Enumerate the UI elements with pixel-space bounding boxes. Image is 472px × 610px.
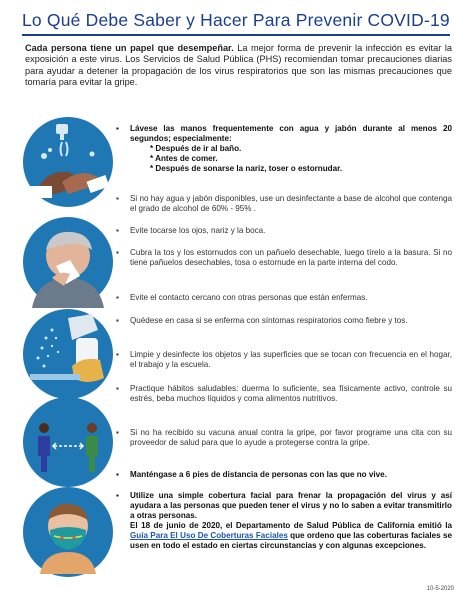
bullet-text: Evite el contacto cercano con otras personas que están enfermas.: [130, 293, 368, 302]
footer-date: 10-5-2020: [426, 586, 454, 592]
bullet-marker: ▪: [116, 293, 119, 302]
bullet-marker: ▪: [116, 316, 119, 325]
face-covering-icon: [22, 486, 114, 578]
intro-paragraph: [25, 43, 452, 88]
handwashing-icon: [22, 116, 114, 208]
list-item: [116, 384, 452, 404]
bullet-subitem: * Después de sonarse la nariz, toser o estornudar.: [150, 163, 343, 173]
bullet-text: Lávese las manos frequentemente con agua y jabón durante al menos 20 segundos; especialmente:: [130, 124, 452, 143]
social-distancing-icon: [22, 396, 114, 488]
bullet-text: Si no hay agua y jabón disponibles, use un desinfectante a base de alcohol que contenga el grado de alcohol de 60% - 95% .: [130, 194, 452, 213]
bullet-marker: ▪: [116, 226, 119, 235]
intro-body: La mejor forma de prevenir la infección es evitar la exposición a este virus. Los Servicios de Salud Pública (PHS) recomiendan tomar precauciones diarias para ayudar a detener la propagación de los virus respiratorios que son las mismas precauciones que tomaría para evitar la gripe.: [25, 43, 452, 87]
bullet-text-continued: [130, 521, 452, 551]
bullet-text: Manténgase a 6 pies de distancia de personas con las que no vive.: [130, 470, 387, 479]
bullet-text: Si no ha recibido su vacuna anual contra la gripe, por favor programe una cita con su proveedor de salud para que lo ayude a protegerse contra la gripe.: [130, 428, 452, 447]
bullet-marker: ▪: [116, 194, 119, 203]
intro-lead: Cada persona tiene un papel que desempeñar.: [25, 43, 234, 53]
list-item: [116, 124, 452, 174]
bullet-text-post: que ordeno que las coberturas faciales se usen en todo el estado en ciertas circunstancias y con algunas excepciones.: [130, 530, 452, 550]
bullet-subitem: * Después de ir al baño.: [150, 143, 242, 153]
list-item: [116, 350, 452, 370]
sneezing-person-icon: [22, 216, 114, 308]
bullet-text: Utilize una simple cobertura facial para frenar la propagación del virus y así ayudara a las personas que pueden tener el virus y no lo saben a evitar transmitirlo a otras personas.: [130, 491, 452, 520]
list-item: [116, 470, 452, 480]
bullet-text: Cubra la tos y los estornudos con un pañuelo desechable, luego tírelo a la basura. Si no tiene pañuelos desechables, tosa o estornude en la parte interna del codo.: [130, 248, 452, 267]
bullet-marker: ▪: [116, 491, 119, 500]
bullet-text: Limpie y desinfecte los objetos y las superficies que se tocan con frecuencia en el hogar, el trabajo y la escuela.: [130, 350, 452, 369]
bullet-marker: ▪: [116, 384, 119, 393]
page-title: Lo Qué Debe Saber y Hacer Para Prevenir COVID-19: [22, 10, 450, 30]
title-underline: [22, 34, 450, 36]
list-item: [116, 248, 452, 268]
list-item: [116, 194, 452, 214]
bullet-marker: ▪: [116, 350, 119, 359]
bullet-marker: ▪: [116, 428, 119, 437]
bullet-text: Practique hábitos saludables: duerma lo suficiente, sea físicamente activo, controle su estrés, beba muchos líquidos y coma alimentos nutritivos.: [130, 384, 452, 403]
bullet-text-pre: El 18 de junio de 2020, el Departamento de Salud Pública de California emitió la: [130, 520, 452, 530]
list-item: [116, 293, 452, 303]
list-item: [116, 491, 452, 550]
bullet-marker: ▪: [116, 470, 119, 479]
bullet-marker: ▪: [116, 124, 119, 133]
list-item: [116, 316, 452, 326]
spray-disinfectant-icon: [22, 308, 114, 400]
bullet-subitem: * Antes de comer.: [150, 153, 218, 163]
list-item: [116, 226, 452, 236]
face-covering-guidance-link[interactable]: Guía Para El Uso De Coberturas Faciales: [130, 530, 288, 540]
bullet-marker: ▪: [116, 248, 119, 257]
bullet-text: Evite tocarse los ojos, nariz y la boca.: [130, 226, 266, 235]
list-item: [116, 428, 452, 448]
bullet-text: Quédese en casa si se enferma con síntomas respiratorios como fiebre y tos.: [130, 316, 408, 325]
